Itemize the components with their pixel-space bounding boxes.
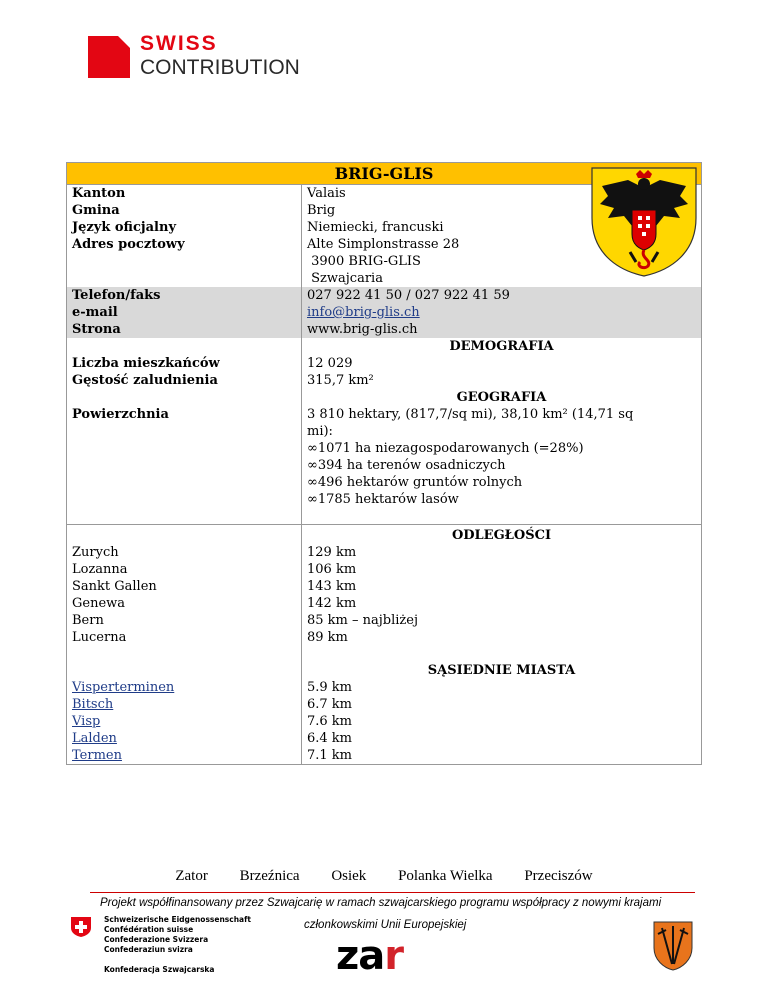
value-distance: 85 km – najbliżej <box>302 612 702 629</box>
table-row <box>67 679 702 696</box>
label-kanton: Kanton <box>67 185 302 203</box>
label-density: Gęstość zaludnienia <box>67 372 302 389</box>
zator-coat-of-arms-icon <box>652 920 694 972</box>
logo-word-swiss: SWISS <box>140 32 218 55</box>
value-distance: 5.9 km <box>302 679 702 696</box>
section-header-row <box>67 338 702 355</box>
table-row <box>67 713 702 730</box>
label-city: Zurych <box>67 544 302 561</box>
table-row <box>67 629 702 662</box>
area-line: ∞1071 ha niezagospodarowanych (=28%) <box>307 441 584 456</box>
value-distance: 142 km <box>302 595 702 612</box>
town-name: Zator <box>175 868 208 884</box>
neighbor-link[interactable]: Visperterminen <box>72 680 175 695</box>
table-row <box>67 578 702 595</box>
table-row <box>67 595 702 612</box>
value-population: 12 029 <box>302 355 702 372</box>
label-city: Bern <box>67 612 302 629</box>
value-distance: 89 km <box>302 629 702 662</box>
brig-glis-coat-of-arms-icon <box>590 166 698 278</box>
section-header-row <box>67 389 702 406</box>
label-gmina: Gmina <box>67 202 302 219</box>
value-distance: 6.4 km <box>302 730 702 747</box>
confederation-line: Confédération suisse <box>104 925 194 934</box>
town-name: Polanka Wielka <box>398 868 493 884</box>
table-title: BRIG-GLIS <box>67 163 702 185</box>
value-distance: 7.1 km <box>302 747 702 765</box>
label-language: Język oficjalny <box>67 219 302 236</box>
value-gmina: Brig <box>302 202 702 219</box>
swiss-flag-icon <box>70 916 92 938</box>
area-line: ∞1785 hektarów lasów <box>307 492 459 507</box>
zar-logo-main: za <box>336 933 385 979</box>
section-heading-distances: ODLEGŁOŚCI <box>302 525 702 545</box>
label-population: Liczba mieszkańców <box>67 355 302 372</box>
table-row <box>67 730 702 747</box>
value-area <box>302 406 702 525</box>
label-city: Genewa <box>67 595 302 612</box>
town-name: Brzeźnica <box>239 868 300 884</box>
value-distance: 7.6 km <box>302 713 702 730</box>
swiss-confederation-names <box>104 915 251 955</box>
value-distance: 106 km <box>302 561 702 578</box>
value-language: Niemiecki, francuski <box>302 219 702 236</box>
section-heading-geography: GEOGRAFIA <box>302 389 702 406</box>
area-line: mi): <box>307 424 333 439</box>
section-header-row <box>67 662 702 679</box>
value-density: 315,7 km² <box>302 372 702 389</box>
footer-divider <box>90 892 695 893</box>
table-row <box>67 612 702 629</box>
confederation-line: Confederaziun svizra <box>104 945 193 954</box>
value-distance: 143 km <box>302 578 702 595</box>
zar-logo <box>336 933 404 979</box>
table-row <box>67 287 702 304</box>
label-city: Sankt Gallen <box>67 578 302 595</box>
area-line: ∞496 hektarów gruntów rolnych <box>307 475 523 490</box>
value-phone: 027 922 41 50 / 027 922 41 59 <box>302 287 702 304</box>
section-heading-neighbors: SĄSIEDNIE MIASTA <box>302 662 702 679</box>
confederation-line: Schweizerische Eidgenossenschaft <box>104 915 251 924</box>
value-email <box>302 304 702 321</box>
address-line: Alte Simplonstrasse 28 <box>307 237 460 252</box>
area-line: 3 810 hektary, (817,7/sq mi), 38,10 km² (14,71 sq <box>307 407 634 422</box>
towns-list <box>0 868 768 885</box>
table-row <box>67 406 702 525</box>
neighbor-link[interactable]: Visp <box>72 714 101 729</box>
table-row <box>67 561 702 578</box>
neighbor-link[interactable]: Bitsch <box>72 697 114 712</box>
neighbor-link[interactable]: Termen <box>72 748 122 763</box>
table-row <box>67 304 702 321</box>
table-row <box>67 355 702 372</box>
email-link[interactable]: info@brig-glis.ch <box>307 305 420 320</box>
label-city: Lucerna <box>67 629 302 662</box>
value-distance: 129 km <box>302 544 702 561</box>
konfederacja-label: Konfederacja Szwajcarska <box>104 965 215 974</box>
project-note-line1: Projekt współfinansowany przez Szwajcarię w ramach szwajcarskiego programu współpracy z nowymi krajami <box>100 897 662 909</box>
value-distance: 6.7 km <box>302 696 702 713</box>
address-line: 3900 BRIG-GLIS <box>307 254 421 269</box>
table-row <box>67 321 702 338</box>
label-phone: Telefon/faks <box>67 287 302 304</box>
label-email: e-mail <box>67 304 302 321</box>
zar-logo-accent: r <box>384 933 404 979</box>
area-line: ∞394 ha terenów osadniczych <box>307 458 506 473</box>
label-website: Strona <box>67 321 302 338</box>
logo-word-contribution: CONTRIBUTION <box>140 56 300 79</box>
address-line: Szwajcaria <box>307 271 383 286</box>
label-area: Powierzchnia <box>67 406 302 525</box>
table-row <box>67 696 702 713</box>
neighbor-link[interactable]: Lalden <box>72 731 117 746</box>
table-row <box>67 544 702 561</box>
value-website: www.brig-glis.ch <box>302 321 702 338</box>
table-row <box>67 372 702 389</box>
swiss-logo-square-icon <box>88 36 130 78</box>
town-name: Osiek <box>331 868 367 884</box>
project-note-line2: członkowskimi Unii Europejskiej <box>304 919 467 931</box>
table-row <box>67 747 702 765</box>
town-name: Przeciszów <box>524 868 593 884</box>
confederation-line: Confederazione Svizzera <box>104 935 209 944</box>
section-header-row <box>67 525 702 545</box>
value-kanton: Valais <box>302 185 702 203</box>
section-heading-demography: DEMOGRAFIA <box>302 338 702 355</box>
label-city: Lozanna <box>67 561 302 578</box>
label-address: Adres pocztowy <box>67 236 302 287</box>
